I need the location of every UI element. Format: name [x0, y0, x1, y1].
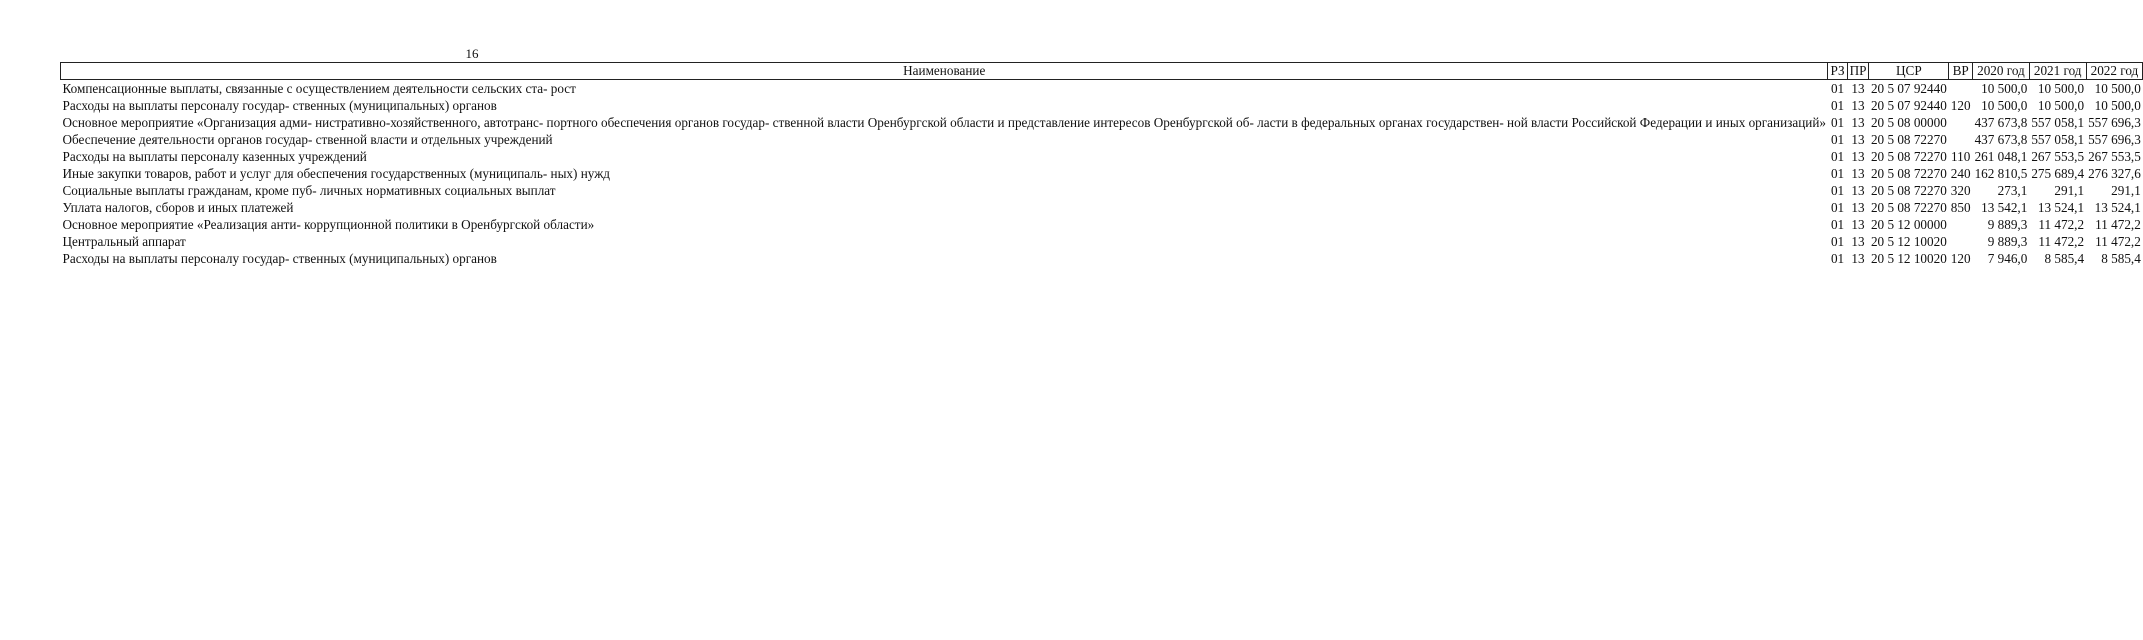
row-rz: 01: [1830, 81, 1845, 96]
row-pr: 13: [1851, 217, 1865, 232]
table-row: [61, 114, 2143, 131]
row-2021: 11 472,2: [2038, 234, 2085, 249]
row-pr: 13: [1851, 81, 1865, 96]
row-2020: 10 500,0: [1981, 81, 2028, 96]
row-name: Центральный аппарат: [62, 234, 186, 249]
row-2022: 8 585,4: [2101, 251, 2141, 266]
row-vr: 120: [1950, 98, 1971, 113]
row-2022: 11 472,2: [2095, 234, 2141, 249]
row-vr: 120: [1950, 251, 1971, 266]
row-2021: 275 689,4: [2031, 166, 2085, 181]
row-name: Основное мероприятие «Организация адми- нистративно-хозяйственного, автотранс- портного обеспечения органов государ- ственной власти Оренбургской области и представление интересов Оренбургской об- ласти в федеральных органах государствен- ной власти Российской Федерации и иных организаций»: [62, 115, 1826, 130]
table-body: [61, 80, 2143, 268]
header-rz: РЗ: [1828, 63, 1847, 80]
row-csr: 20 5 12 10020: [1870, 251, 1947, 266]
row-2021: 557 058,1: [2031, 115, 2085, 130]
row-2020: 437 673,8: [1974, 115, 2028, 130]
page-number: 16: [465, 46, 479, 61]
row-csr: 20 5 07 92440: [1870, 98, 1947, 113]
row-2021: 557 058,1: [2031, 132, 2085, 147]
table-row: [61, 165, 2143, 182]
row-name: Компенсационные выплаты, связанные с осуществлением деятельности сельских ста- рост: [62, 81, 576, 96]
table-row: [61, 216, 2143, 233]
row-rz: 01: [1830, 251, 1845, 266]
table-row: [61, 80, 2143, 98]
row-vr: [1949, 80, 1973, 98]
row-2020: 9 889,3: [1987, 217, 2028, 232]
row-2020: 13 542,1: [1981, 200, 2028, 215]
row-rz: 01: [1830, 200, 1845, 215]
row-pr: 13: [1851, 149, 1865, 164]
row-2022: 557 696,3: [2088, 132, 2141, 147]
header-pr: ПР: [1847, 63, 1869, 80]
row-name: Иные закупки товаров, работ и услуг для обеспечения государственных (муниципаль- ных) нужд: [62, 166, 611, 181]
row-vr: [1949, 216, 1973, 233]
row-2021: 10 500,0: [2037, 81, 2085, 96]
row-2022: 557 696,3: [2088, 115, 2141, 130]
row-rz: 01: [1830, 234, 1845, 249]
row-rz: 01: [1830, 98, 1845, 113]
header-2021: 2021 год: [2029, 63, 2086, 80]
row-2020: 437 673,8: [1974, 132, 2028, 147]
row-name: Расходы на выплаты персоналу казенных учреждений: [62, 149, 367, 164]
header-vr: ВР: [1949, 63, 1973, 80]
row-2022: 10 500,0: [2094, 98, 2141, 113]
row-csr: 20 5 08 72270: [1870, 132, 1947, 147]
row-2020: 7 946,0: [1987, 251, 2028, 266]
row-rz: 01: [1830, 166, 1845, 181]
row-csr: 20 5 07 92440: [1870, 81, 1947, 96]
row-2020: 9 889,3: [1987, 234, 2028, 249]
row-2022: 13 524,1: [2094, 200, 2141, 215]
row-pr: 13: [1851, 132, 1865, 147]
row-2021: 291,1: [2054, 183, 2085, 198]
header-csr: ЦСР: [1869, 63, 1949, 80]
table-row: [61, 97, 2143, 114]
row-name: Социальные выплаты гражданам, кроме пуб- личных нормативных социальных выплат: [62, 183, 556, 198]
row-vr: 240: [1950, 166, 1971, 181]
row-vr: 320: [1950, 183, 1971, 198]
header-2022: 2022 год: [2086, 63, 2143, 80]
row-2021: 267 553,5: [2031, 149, 2085, 164]
row-pr: 13: [1851, 166, 1865, 181]
row-csr: 20 5 12 10020: [1870, 234, 1947, 249]
row-pr: 13: [1851, 234, 1865, 249]
row-pr: 13: [1851, 115, 1865, 130]
row-rz: 01: [1830, 115, 1845, 130]
table-header-row: [61, 63, 2143, 80]
row-2021: 8 585,4: [2044, 251, 2085, 266]
row-pr: 13: [1851, 251, 1865, 266]
row-vr: 110: [1951, 149, 1971, 164]
row-2020: 273,1: [1997, 183, 2028, 198]
row-csr: 20 5 08 00000: [1870, 115, 1947, 130]
row-name: Основное мероприятие «Реализация анти- коррупционной политики в Оренбургской области»: [62, 217, 595, 232]
header-name: Наименование: [61, 63, 1828, 80]
table-row: [61, 182, 2143, 199]
table-row: [61, 148, 2143, 165]
row-vr: 850: [1950, 200, 1971, 215]
row-csr: 20 5 08 72270: [1870, 183, 1947, 198]
row-2020: 10 500,0: [1981, 98, 2028, 113]
row-vr: [1949, 233, 1973, 250]
table-row: [61, 199, 2143, 216]
row-rz: 01: [1830, 149, 1845, 164]
row-2022: 267 553,5: [2088, 149, 2141, 164]
row-pr: 13: [1851, 98, 1865, 113]
row-2022: 10 500,0: [2094, 81, 2141, 96]
row-pr: 13: [1851, 200, 1865, 215]
row-2022: 11 472,2: [2095, 217, 2141, 232]
row-pr: 13: [1851, 183, 1865, 198]
row-csr: 20 5 12 00000: [1870, 217, 1947, 232]
row-vr: [1949, 131, 1973, 148]
row-rz: 01: [1830, 183, 1845, 198]
row-csr: 20 5 08 72270: [1870, 149, 1947, 164]
row-2022: 291,1: [2111, 183, 2141, 198]
row-name: Расходы на выплаты персоналу государ- ственных (муниципальных) органов: [62, 251, 497, 266]
row-name: Расходы на выплаты персоналу государ- ственных (муниципальных) органов: [62, 98, 497, 113]
row-2021: 13 524,1: [2037, 200, 2085, 215]
row-name: Уплата налогов, сборов и иных платежей: [62, 200, 294, 215]
row-2021: 10 500,0: [2037, 98, 2085, 113]
table-row: [61, 131, 2143, 148]
header-2020: 2020 год: [1973, 63, 2030, 80]
row-csr: 20 5 08 72270: [1870, 166, 1947, 181]
row-2020: 162 810,5: [1974, 166, 2028, 181]
table-row: [61, 250, 2143, 267]
row-2020: 261 048,1: [1974, 149, 2028, 164]
row-2022: 276 327,6: [2088, 166, 2141, 181]
row-vr: [1949, 114, 1973, 131]
row-rz: 01: [1830, 217, 1845, 232]
row-2021: 11 472,2: [2038, 217, 2085, 232]
row-name: Обеспечение деятельности органов государ- ственной власти и отдельных учреждений: [62, 132, 553, 147]
row-csr: 20 5 08 72270: [1870, 200, 1947, 215]
row-rz: 01: [1830, 132, 1845, 147]
table-row: [61, 233, 2143, 250]
budget-table: [60, 62, 2143, 267]
